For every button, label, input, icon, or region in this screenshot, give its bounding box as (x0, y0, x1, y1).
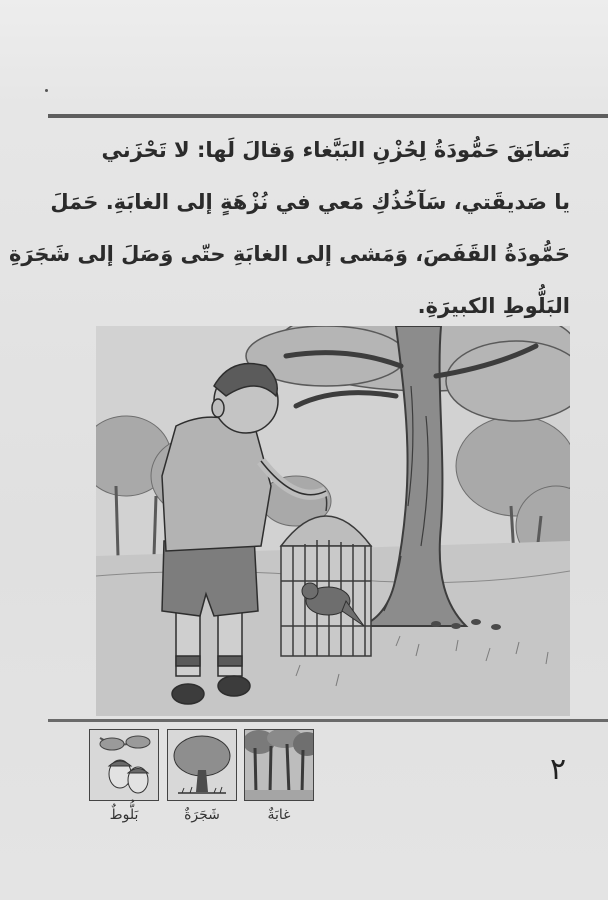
vocab-word: غابَةٌ (267, 807, 291, 823)
story-line: يا صَديقَتي، سَآخُذُكِ مَعي في نُزْهَةٍ إلى الغابَةِ. حَمَلَ (50, 190, 570, 214)
bottom-rule (48, 719, 608, 722)
forest-icon (244, 729, 314, 801)
ink-speck (45, 89, 48, 92)
acorn-icon (89, 729, 159, 801)
boy-with-parrot-cage-drawing (96, 326, 570, 716)
top-rule (48, 114, 608, 118)
vocab-card-acorn (89, 729, 159, 823)
vocab-word: شَجَرَةٌ (184, 807, 220, 823)
story-text (8, 124, 570, 332)
vocab-word: بَلُّوطٌ (109, 807, 139, 823)
tree-icon (167, 729, 237, 801)
story-line: تَضايَقَ حَمُّودَةُ لِحُزْنِ البَبَّغاء وَقالَ لَها: لا تَحْزَني (101, 138, 570, 162)
vocab-card-tree (167, 729, 237, 823)
story-illustration (96, 326, 570, 716)
story-line: البَلُّوطِ الكبيرَةِ. (417, 294, 570, 318)
story-line: حَمُّودَةُ القَفَصَ، وَمَشى إلى الغابَةِ حتّى وَصَلَ إلى شَجَرَةِ (8, 242, 570, 266)
vocab-card-forest (244, 729, 314, 823)
page-number: ٢ (549, 752, 567, 787)
